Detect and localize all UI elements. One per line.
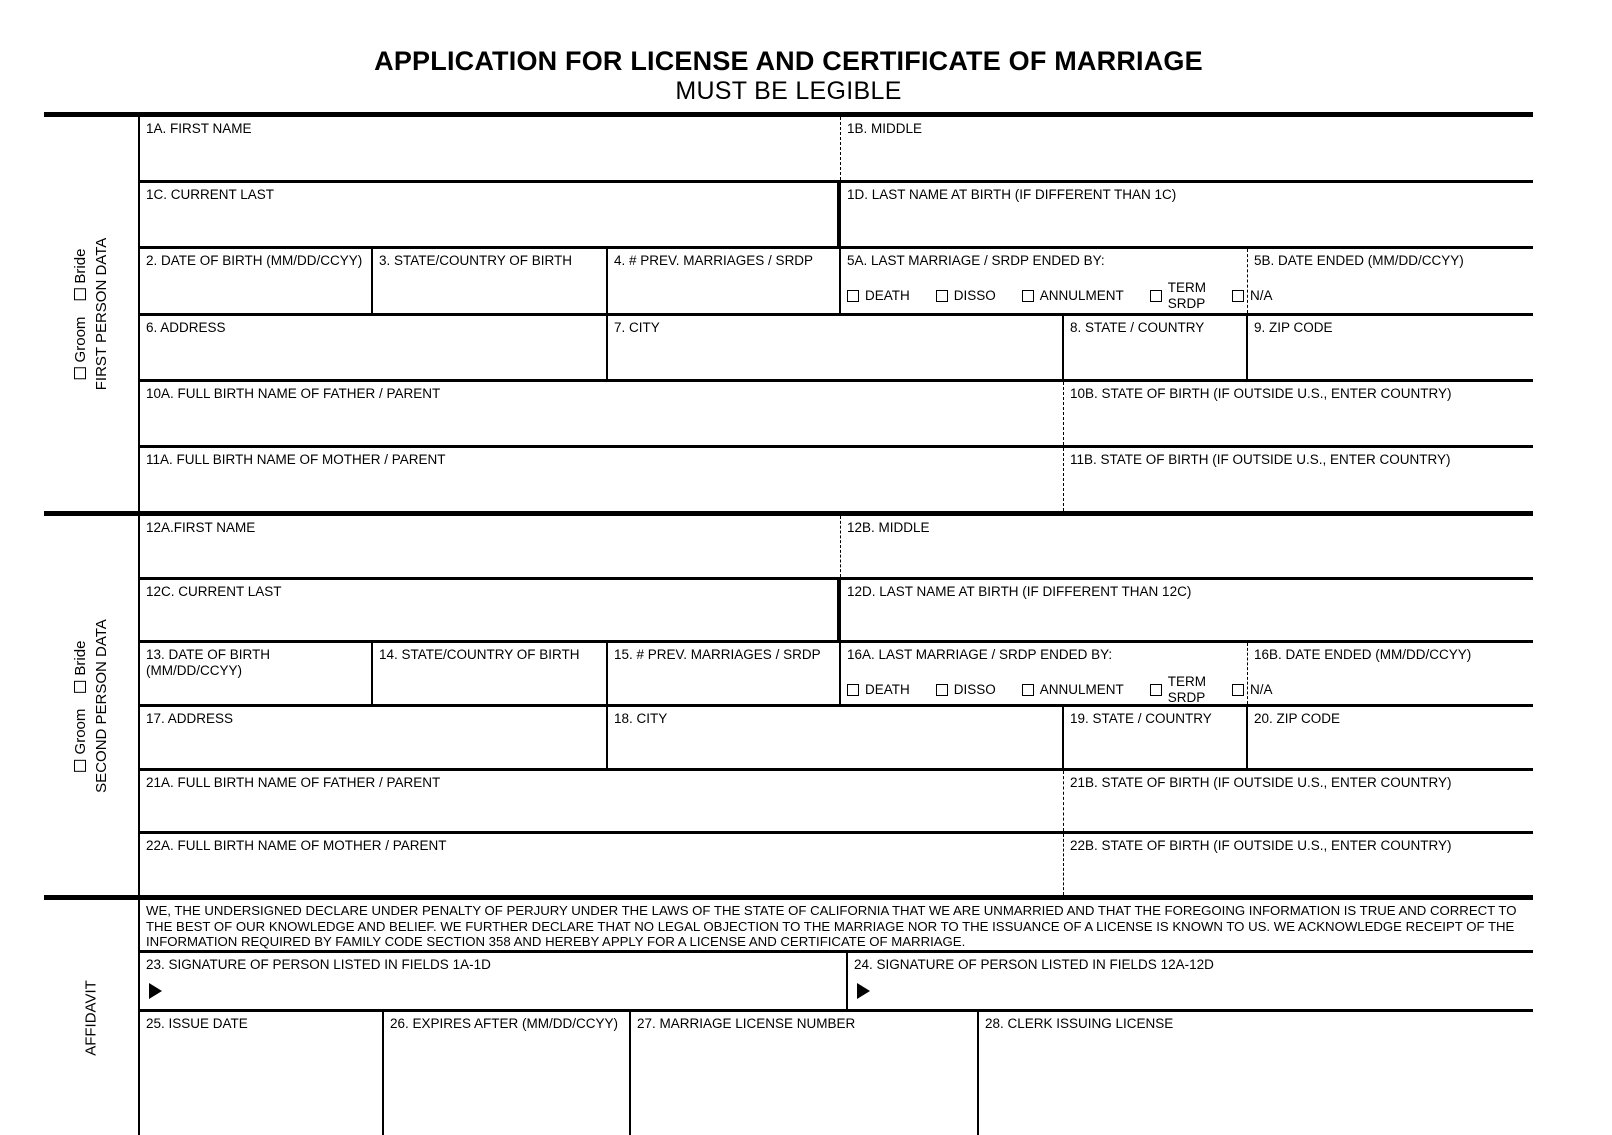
disso-checkbox[interactable] — [936, 684, 948, 696]
field-label: 20. ZIP CODE — [1254, 711, 1341, 727]
bride-label: Bride — [72, 248, 89, 284]
death-checkbox[interactable] — [847, 290, 859, 302]
field-12a-first-name[interactable] — [140, 516, 841, 577]
death-checkbox[interactable] — [847, 684, 859, 696]
field-label: 12C. CURRENT LAST — [146, 583, 282, 599]
field-1b-middle[interactable] — [841, 117, 1533, 180]
term-srdp-checkbox[interactable] — [1150, 290, 1162, 302]
annulment-checkbox[interactable] — [1022, 684, 1034, 696]
field-label: 5A. LAST MARRIAGE / SRDP ENDED BY: — [847, 253, 1105, 269]
field-12b-middle[interactable] — [841, 516, 1533, 577]
second-person-sidebar — [44, 516, 140, 895]
field-label: 12D. LAST NAME AT BIRTH (IF DIFFERENT THAN 12C) — [847, 583, 1192, 599]
first-person-role-row — [70, 238, 91, 391]
field-27-marriage-license-number[interactable] — [631, 1012, 979, 1135]
field-13-date-of-birth[interactable] — [140, 643, 373, 704]
row-1c-1d — [140, 183, 1533, 249]
field-28-clerk-issuing-license[interactable] — [979, 1012, 1533, 1135]
field-label: 5B. DATE ENDED (MM/DD/CCYY) — [1254, 253, 1464, 269]
field-5a-last-marriage-ended-by — [841, 249, 1273, 312]
second-person-fields — [140, 516, 1533, 895]
field-label: 28. CLERK ISSUING LICENSE — [985, 1015, 1174, 1031]
field-label: 15. # PREV. MARRIAGES / SRDP — [614, 647, 821, 663]
second-person-section-title: SECOND PERSON DATA — [93, 618, 110, 793]
ended-by-options — [847, 280, 1273, 312]
row-13-16b — [140, 643, 1533, 707]
affidavit-statement: WE, THE UNDERSIGNED DECLARE UNDER PENALTY OF PERJURY UNDER THE LAWS OF THE STATE OF CALIFORNIA THAT WE ARE UNMARRIED AND THAT THE FOREGOING INFORMATION IS TRUE AND CORRECT TO THE BEST OF OUR KNOWLEDGE AND BELIEF. WE FURTHER DECLARE THAT NO LEGAL OBJECTION TO THE MARRIAGE NOR TO THE ISSUANCE OF A LICENSE IS KNOWN TO US. WE ACKNOWLEDGE RECEIPT OF THE INFORMATION REQUIRED BY FAMILY CODE SECTION 358 AND HEREBY APPLY FOR A LICENSE AND CERTIFICATE OF MARRIAGE. — [140, 900, 1533, 953]
option-label: ANNULMENT — [1039, 288, 1124, 304]
field-18-city[interactable] — [608, 707, 1064, 768]
first-person-sidebar-text — [70, 238, 112, 391]
field-26-expires-after[interactable] — [384, 1012, 631, 1135]
row-2-5b — [140, 249, 1533, 315]
ended-by-option — [847, 288, 910, 304]
row-23-24 — [140, 953, 1533, 1012]
second-person-role-row — [70, 619, 91, 793]
disso-checkbox[interactable] — [936, 290, 948, 302]
field-label: 21A. FULL BIRTH NAME OF FATHER / PARENT — [146, 774, 441, 790]
row-21a-21b — [140, 771, 1533, 835]
na-checkbox[interactable] — [1232, 684, 1244, 696]
field-label: 10B. STATE OF BIRTH (IF OUTSIDE U.S., ENTER COUNTRY) — [1070, 385, 1452, 401]
row-10a-10b — [140, 382, 1533, 448]
field-1c-current-last[interactable] — [140, 183, 841, 246]
form-header — [44, 46, 1533, 105]
field-10a-father-birth-name[interactable] — [140, 382, 1064, 445]
signature-arrow-icon — [149, 983, 162, 999]
field-label: 22B. STATE OF BIRTH (IF OUTSIDE U.S., ENTER COUNTRY) — [1070, 838, 1452, 854]
ended-by-option — [1150, 674, 1206, 706]
first-person-section — [44, 112, 1533, 511]
field-label: 12A.FIRST NAME — [146, 520, 256, 535]
term-srdp-checkbox[interactable] — [1150, 684, 1162, 696]
field-label: 27. MARRIAGE LICENSE NUMBER — [637, 1015, 856, 1031]
field-label: 2. DATE OF BIRTH (MM/DD/CCYY) — [146, 253, 363, 269]
row-11a-11b — [140, 448, 1533, 511]
field-3-state-country-of-birth[interactable] — [373, 249, 608, 312]
affidavit-section — [44, 895, 1533, 1135]
option-label: TERM SRDP — [1167, 674, 1207, 706]
option-label: N/A — [1250, 288, 1273, 304]
ended-by-options — [847, 674, 1273, 706]
field-label: 10A. FULL BIRTH NAME OF FATHER / PARENT — [146, 385, 441, 401]
field-2-date-of-birth[interactable] — [140, 249, 373, 312]
field-label: 1D. LAST NAME AT BIRTH (IF DIFFERENT THAN 1C) — [847, 187, 1177, 203]
field-label: 7. CITY — [614, 319, 660, 335]
field-label: 24. SIGNATURE OF PERSON LISTED IN FIELDS 12A-12D — [854, 956, 1214, 972]
field-label: 21B. STATE OF BIRTH (IF OUTSIDE U.S., ENTER COUNTRY) — [1070, 774, 1452, 790]
field-label: 14. STATE/COUNTRY OF BIRTH — [379, 647, 580, 663]
field-6-address[interactable] — [140, 316, 608, 379]
affidavit-sidebar — [44, 900, 140, 1135]
ended-by-option — [936, 682, 996, 698]
field-10b-father-state-of-birth[interactable] — [1064, 382, 1533, 445]
field-label: 22A. FULL BIRTH NAME OF MOTHER / PARENT — [146, 838, 447, 854]
form-table — [44, 112, 1533, 1135]
field-22b-mother-state-of-birth[interactable] — [1064, 834, 1533, 895]
row-12c-12d — [140, 580, 1533, 644]
groom-label: Groom — [72, 316, 89, 363]
field-24-signature-person-2[interactable] — [848, 953, 1533, 1009]
option-label: DISSO — [953, 288, 996, 304]
field-label: 11B. STATE OF BIRTH (IF OUTSIDE U.S., ENTER COUNTRY) — [1070, 451, 1451, 467]
field-label: 12B. MIDDLE — [847, 520, 930, 535]
row-1a-1b — [140, 117, 1533, 183]
option-label: DEATH — [865, 288, 910, 304]
field-12c-current-last[interactable] — [140, 580, 841, 641]
option-label: DISSO — [953, 682, 996, 698]
row-12a-12b — [140, 516, 1533, 580]
field-4-prev-marriages[interactable] — [608, 249, 841, 312]
field-label: 19. STATE / COUNTRY — [1070, 711, 1212, 727]
ended-by-option — [847, 682, 910, 698]
field-1a-first-name[interactable] — [140, 117, 841, 180]
first-person-fields — [140, 117, 1533, 511]
ended-by-option — [1150, 280, 1206, 312]
na-checkbox[interactable] — [1232, 290, 1244, 302]
second-person-sidebar-text — [70, 619, 112, 793]
row-25-28 — [140, 1012, 1533, 1135]
field-11b-mother-state-of-birth[interactable] — [1064, 448, 1533, 511]
field-label: 23. SIGNATURE OF PERSON LISTED IN FIELDS 1A-1D — [146, 956, 491, 972]
option-label: ANNULMENT — [1039, 682, 1124, 698]
bride-checkbox[interactable] — [74, 680, 86, 692]
first-person-section-title: FIRST PERSON DATA — [93, 237, 110, 391]
field-12d-last-name-at-birth[interactable] — [841, 580, 1533, 641]
field-14-state-country-of-birth[interactable] — [373, 643, 608, 704]
field-label: 18. CITY — [614, 711, 668, 727]
field-17-address[interactable] — [140, 707, 608, 768]
groom-label: Groom — [72, 708, 89, 754]
field-1d-last-name-at-birth[interactable] — [841, 183, 1533, 246]
option-label: TERM SRDP — [1167, 280, 1207, 312]
field-label: 1A. FIRST NAME — [146, 121, 252, 136]
field-21a-father-birth-name[interactable] — [140, 771, 1064, 832]
field-15-prev-marriages[interactable] — [608, 643, 841, 704]
ended-by-option — [936, 288, 996, 304]
field-5b-date-ended[interactable] — [1248, 249, 1533, 312]
field-16b-date-ended[interactable] — [1248, 643, 1533, 704]
field-22a-mother-birth-name[interactable] — [140, 834, 1064, 895]
field-8-state-country[interactable] — [1064, 316, 1248, 379]
ended-by-option — [1022, 682, 1124, 698]
field-label: 11A. FULL BIRTH NAME OF MOTHER / PARENT — [146, 451, 446, 467]
field-label: 17. ADDRESS — [146, 711, 234, 727]
field-16a-last-marriage-ended-by — [841, 643, 1273, 706]
field-label: 4. # PREV. MARRIAGES / SRDP — [614, 253, 814, 269]
field-21b-father-state-of-birth[interactable] — [1064, 771, 1533, 832]
bride-label: Bride — [72, 640, 89, 676]
field-label: 13. DATE OF BIRTH (MM/DD/CCYY) — [146, 647, 271, 679]
field-19-state-country[interactable] — [1064, 707, 1248, 768]
field-label: 1C. CURRENT LAST — [146, 187, 275, 203]
option-label: N/A — [1250, 682, 1273, 698]
annulment-checkbox[interactable] — [1022, 290, 1034, 302]
ended-by-option — [1022, 288, 1124, 304]
groom-checkbox[interactable] — [74, 367, 86, 379]
field-20-zip-code[interactable] — [1248, 707, 1533, 768]
field-label: 8. STATE / COUNTRY — [1070, 319, 1205, 335]
field-9-zip-code[interactable] — [1248, 316, 1533, 379]
row-6-9 — [140, 316, 1533, 382]
field-label: 6. ADDRESS — [146, 319, 226, 335]
field-25-issue-date[interactable] — [140, 1012, 384, 1135]
field-23-signature-person-1[interactable] — [140, 953, 848, 1009]
row-22a-22b — [140, 834, 1533, 895]
affidavit-sidebar-text: AFFIDAVIT — [82, 979, 100, 1056]
field-label: 9. ZIP CODE — [1254, 319, 1333, 335]
signature-arrow-icon — [857, 983, 870, 999]
groom-checkbox[interactable] — [74, 759, 86, 771]
field-11a-mother-birth-name[interactable] — [140, 448, 1064, 511]
field-label: 26. EXPIRES AFTER (MM/DD/CCYY) — [390, 1015, 619, 1031]
field-label: 3. STATE/COUNTRY OF BIRTH — [379, 253, 573, 269]
option-label: DEATH — [865, 682, 910, 698]
affidavit-fields — [140, 900, 1533, 1135]
first-person-sidebar — [44, 117, 140, 511]
field-label: 16A. LAST MARRIAGE / SRDP ENDED BY: — [847, 647, 1113, 663]
field-label: 16B. DATE ENDED (MM/DD/CCYY) — [1254, 647, 1472, 663]
field-7-city[interactable] — [608, 316, 1064, 379]
form-title: APPLICATION FOR LICENSE AND CERTIFICATE OF MARRIAGE — [374, 46, 1203, 76]
field-label: 25. ISSUE DATE — [146, 1015, 248, 1031]
field-label: 1B. MIDDLE — [847, 121, 923, 136]
form-subtitle: MUST BE LEGIBLE — [675, 77, 902, 105]
second-person-section — [44, 511, 1533, 895]
row-17-20 — [140, 707, 1533, 771]
bride-checkbox[interactable] — [74, 289, 86, 301]
